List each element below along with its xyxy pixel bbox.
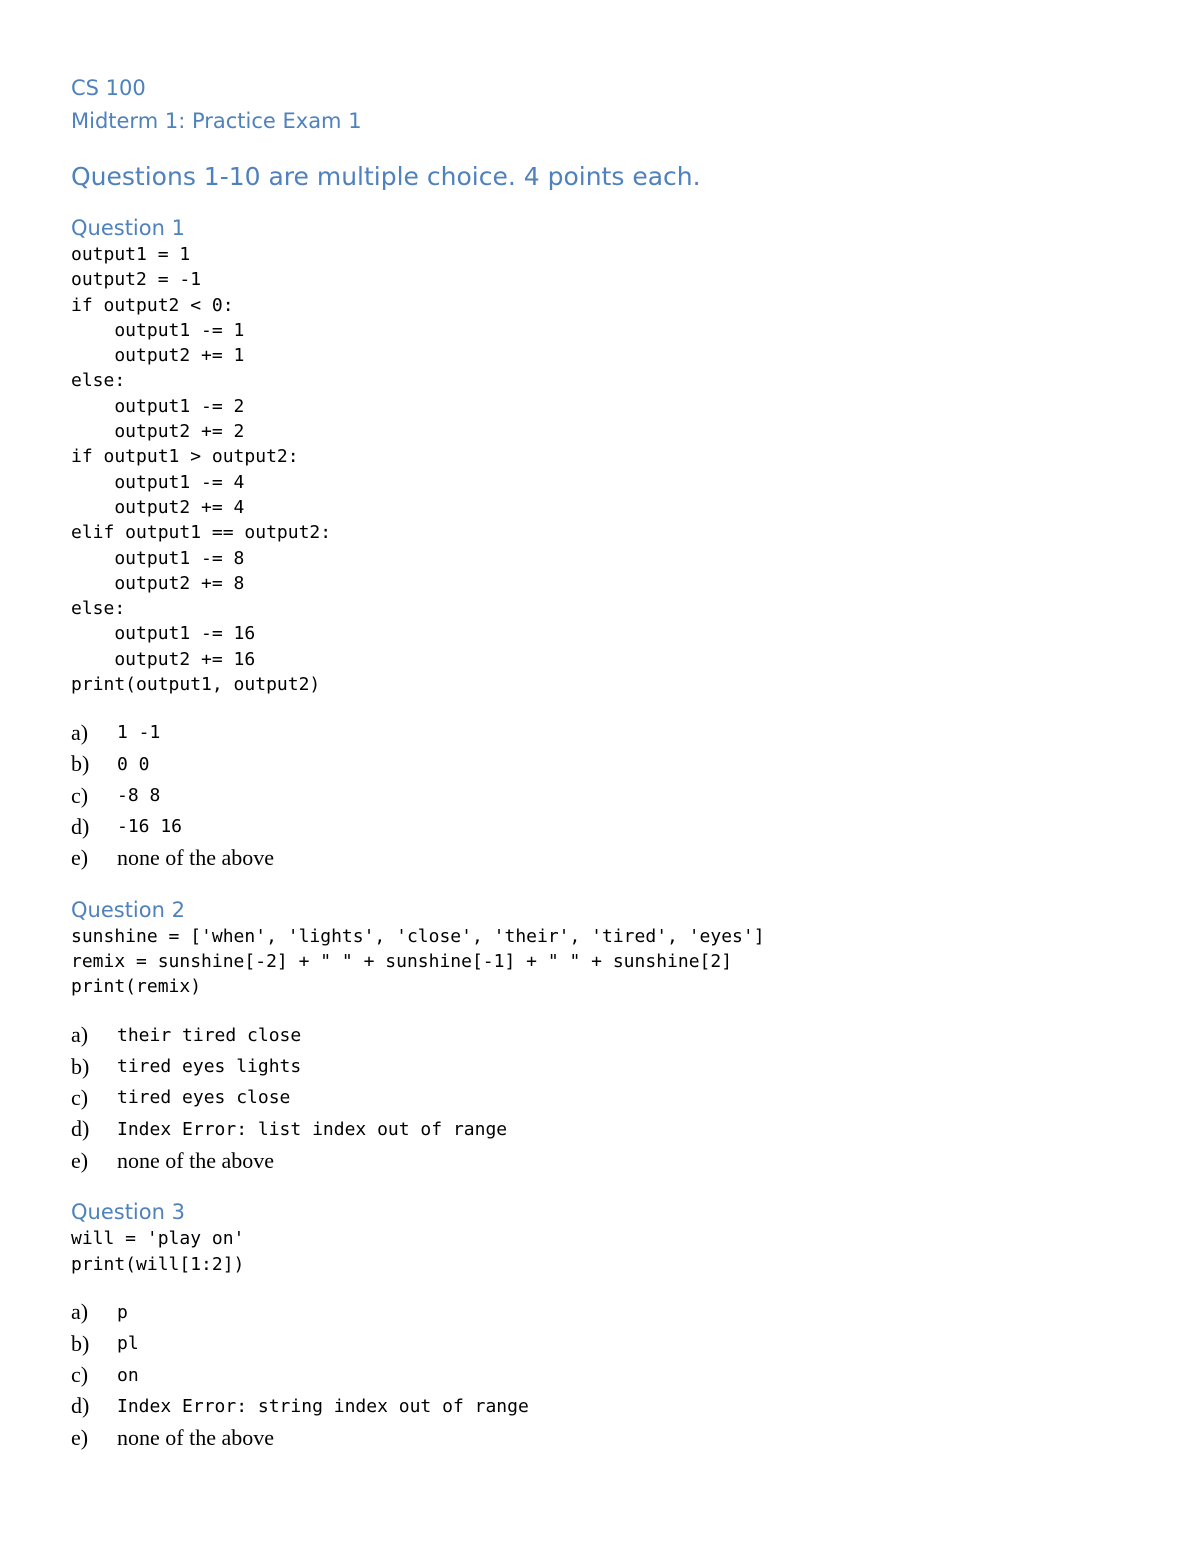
choice-text: their tired close [117,1024,302,1046]
choice-text: -16 16 [117,816,183,838]
choice-letter: d) [71,1393,90,1419]
choice-letter: e) [71,845,89,871]
choice-text: p [117,1301,128,1323]
choice-text: Index Error: string index out of range [117,1395,529,1417]
choice-text: pl [117,1333,139,1355]
choice-2a [71,1020,1131,1051]
choice-text: none of the above [117,1424,274,1450]
choice-3a [71,1297,1131,1328]
choice-letter: b) [71,1053,90,1079]
instructions-heading: Questions 1-10 are multiple choice. 4 points each. [71,162,701,191]
question-3-choices [71,1297,1131,1453]
exam-title: Midterm 1: Practice Exam 1 [71,109,362,133]
question-1-code: output1 = 1 output2 = -1 if output2 < 0: output1 -= 1 output2 += 1 else: output1 -= 2 output2 += 2 if output1 > output2: output1 -= 4 output2 += 4 elif output1 == output2: output1 -= 8 output2 += 8 else: output1 -= 16 output2 += 16 print(output1, output2) [71,244,332,696]
choice-letter: c) [71,1362,89,1388]
course-title: CS 100 [71,76,146,100]
choice-3b [71,1328,1131,1359]
choice-2b [71,1051,1131,1082]
choice-letter: b) [71,1330,90,1356]
question-2-choices [71,1020,1131,1176]
choice-text: Index Error: list index out of range [117,1118,508,1140]
choice-text: on [117,1364,139,1386]
choice-text: -8 8 [117,785,161,807]
choice-letter: b) [71,751,90,777]
question-2-title: Question 2 [71,897,185,922]
choice-letter: c) [71,782,89,808]
choice-text: 1 -1 [117,722,161,744]
choice-1a [71,717,1131,748]
choice-letter: a) [71,1299,89,1325]
choice-text: none of the above [117,1147,274,1173]
choice-3d [71,1391,1131,1422]
choice-2c [71,1082,1131,1113]
choice-text: none of the above [117,845,274,871]
choice-letter: c) [71,1084,89,1110]
choice-1c [71,780,1131,811]
choice-letter: e) [71,1424,89,1450]
choice-2e [71,1145,1131,1176]
choice-letter: a) [71,1022,89,1048]
question-1-title: Question 1 [71,216,185,240]
choice-text: 0 0 [117,753,150,775]
question-3-code: will = 'play on' print(will[1:2]) [71,1228,245,1275]
choice-text: tired eyes close [117,1087,291,1109]
question-2-code: sunshine = ['when', 'lights', 'close', 'their', 'tired', 'eyes'] remix = sunshine[-2] + " " + sunshine[-1] + " " + sunshine[2] print(remix) [71,925,765,998]
choice-2d [71,1114,1131,1145]
choice-3e [71,1422,1131,1453]
exam-page [71,72,1131,1453]
question-3-title: Question 3 [71,1200,185,1225]
question-1-choices [71,717,1131,873]
choice-1b [71,749,1131,780]
choice-3c [71,1359,1131,1390]
choice-letter: d) [71,813,90,839]
choice-1e [71,843,1131,874]
choice-letter: e) [71,1147,89,1173]
choice-letter: a) [71,719,89,745]
choice-1d [71,811,1131,842]
choice-letter: d) [71,1116,90,1142]
choice-text: tired eyes lights [117,1056,302,1078]
